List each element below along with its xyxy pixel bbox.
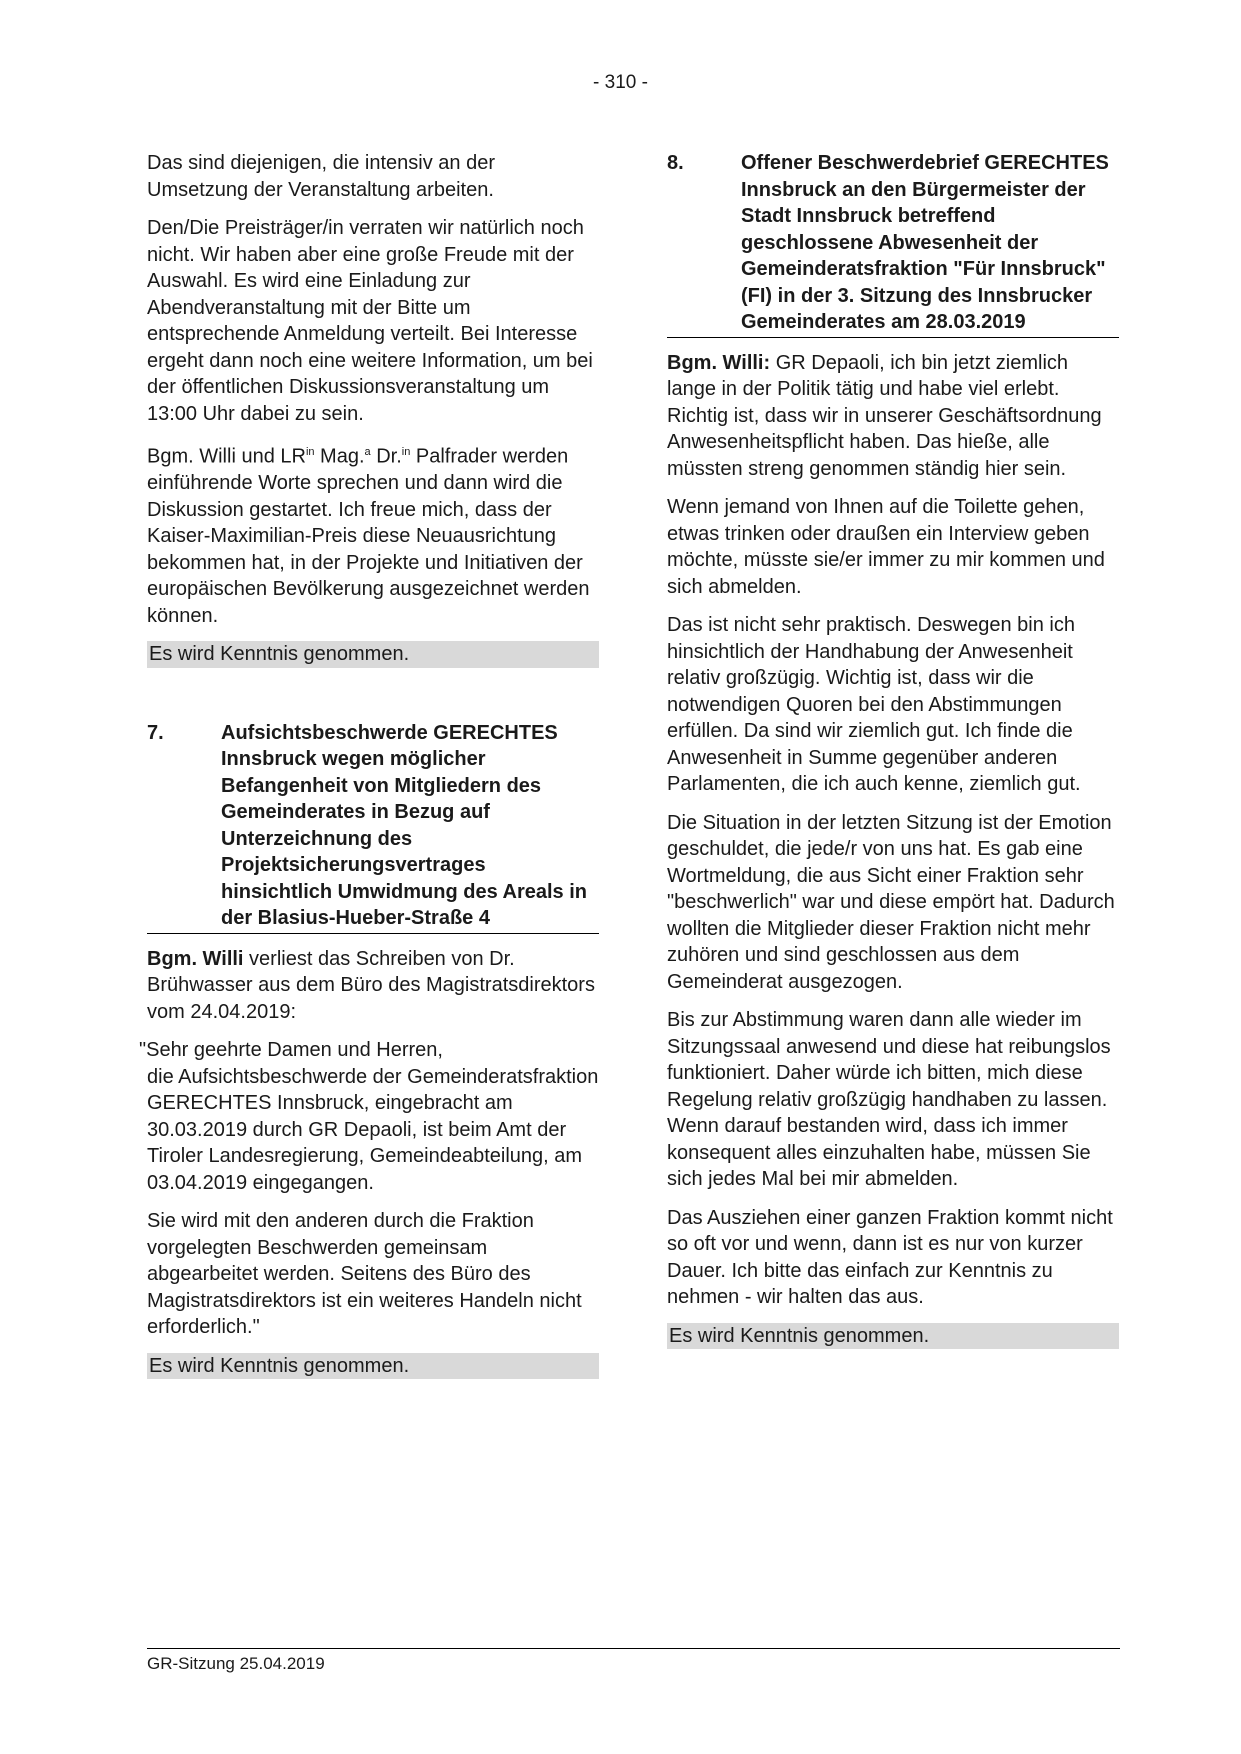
text-run: Bgm. Willi und LR [147,445,306,468]
acknowledgement-note: Es wird Kenntnis genommen. [667,1323,1119,1350]
superscript: a [364,446,371,458]
item-number: 8. [667,152,684,174]
paragraph [667,350,1119,483]
paragraph: Sie wird mit den anderen durch die Fraktion vorgelegten Beschwerden gemeinsam abgearbeitet werden. Seitens des Büro des Magistratsdirektors ist ein weiteres Handeln nicht erforderlich." [147,1210,582,1339]
acknowledgement-note: Es wird Kenntnis genommen. [147,641,599,668]
paragraph: Das ist nicht sehr praktisch. Deswegen bin ich hinsichtlich der Handhabung der Anwesenheit relativ großzügig. Wichtig ist, dass wir die notwendigen Quoren bei den Abstimmungen erfüllen. Da sind wir ziemlich gut. Ich finde die Anwesenheit in Summe gegenüber anderen Parlamenten, die ich auch kenne, ziemlich gut. [667,614,1081,795]
speaker-name: Bgm. Willi [147,947,244,970]
quote-salutation: "Sehr geehrte Damen und Herren, [139,1039,443,1062]
paragraph [147,946,599,1026]
text-run: Dr. [370,445,402,468]
item-number: 7. [147,721,164,744]
item-title: Offener Beschwerdebrief GERECHTES Innsbruck an den Bürgermeister der Stadt Innsbruck betreffend geschlossene Abwesenheit der Gemeinderatsfraktion "Für Innsbruck" (FI) in der 3. Sitzung des Innsbrucker Gemeinderates am 28.03.2019 [741,152,1109,333]
paragraph: Den/Die Preisträger/in verraten wir natürlich noch nicht. Wir haben aber eine große Freude mit der Auswahl. Es wird eine Einladung zur Abendveranstaltung mit der Bitte um entsprechende Anmeldung verteilt. Bei Interesse ergeht dann noch eine weitere Information, um bei der öffentlichen Diskussionsveranstaltung um 13:00 Uhr dabei zu sein. [147,217,593,425]
agenda-item-7 [147,720,599,934]
paragraph: Das sind diejenigen, die intensiv an der Umsetzung der Veranstaltung arbeiten. [147,152,495,201]
text-run: GR Depaoli, ich bin jetzt ziemlich lange in der Politik tätig und habe viel erlebt. Richtig ist, dass wir in unserer Geschäftsordnung Anwesenheitspflicht haben. Das hieße, alle müssten streng genommen ständig hier sein. [667,351,1102,480]
paragraph [147,439,599,629]
text-run: verliest das Schreiben von Dr. Brühwasser aus dem Büro des Magistratsdirektors vom 24.04.2019: [147,947,595,1023]
right-column [667,150,1119,1361]
page-number: - 310 - [593,72,648,93]
paragraph: Bis zur Abstimmung waren dann alle wieder im Sitzungssaal anwesend und diese hat reibungslos funktioniert. Daher würde ich bitten, mich diese Regelung relativ großzügig handhaben zu lassen. Wenn darauf bestanden wird, dass ich immer konsequent alles einzuhalten habe, müssen Sie sich jedes Mal bei mir abmelden. [667,1009,1111,1190]
paragraph: Das Ausziehen einer ganzen Fraktion kommt nicht so oft vor und wenn, dann ist es nur von kurzer Dauer. Ich bitte das einfach zur Kenntnis zu nehmen - wir halten das aus. [667,1206,1113,1308]
paragraph: Die Situation in der letzten Sitzung ist der Emotion geschuldet, die jede/r von uns hat. Es gab eine Wortmeldung, die aus Sicht einer Fraktion sehr "beschwerlich" war und diese empört hat. Dadurch wollten die Mitglieder dieser Fraktion nicht mehr zuhören und sind geschlossen aus dem Gemeinderat ausgezogen. [667,811,1115,993]
text-run: Mag. [314,445,365,468]
speaker-name: Bgm. Willi: [667,351,771,374]
item-title: Aufsichtsbeschwerde GERECHTES Innsbruck wegen möglicher Befangenheit von Mitgliedern des Gemeinderates in Bezug auf Unterzeichnung des Projektsicherungsvertrages hinsichtlich Umwidmung des Areals in der Blasius-Hueber-Straße 4 [221,721,587,930]
superscript: in [305,446,315,458]
superscript: in [401,446,411,458]
acknowledgement-note: Es wird Kenntnis genommen. [147,1353,599,1380]
left-column [139,150,599,1391]
footer-text: GR-Sitzung 25.04.2019 [147,1654,325,1673]
quote-paragraph: die Aufsichtsbeschwerde der Gemeinderatsfraktion GERECHTES Innsbruck, eingebracht am 30.03.2019 durch GR Depaoli, ist beim Amt der Tiroler Landesregierung, Gemeindeabteilung, am 03.04.2019 eingegangen. [147,1065,599,1194]
agenda-item-8 [667,150,1119,338]
footer-divider [147,1648,1120,1649]
text-run: Palfrader werden einführende Worte sprechen und dann wird die Diskussion gestartet. Ich freue mich, dass der Kaiser-Maximilian-Preis diese Neuausrichtung bekommen hat, in der Projekte und Initiativen der europäischen Bevölkerung ausgezeichnet werden können. [147,445,590,627]
paragraph: Wenn jemand von Ihnen auf die Toilette gehen, etwas trinken oder draußen ein Interview geben möchte, müsste sie/er immer zu mir kommen und sich abmelden. [667,496,1105,598]
